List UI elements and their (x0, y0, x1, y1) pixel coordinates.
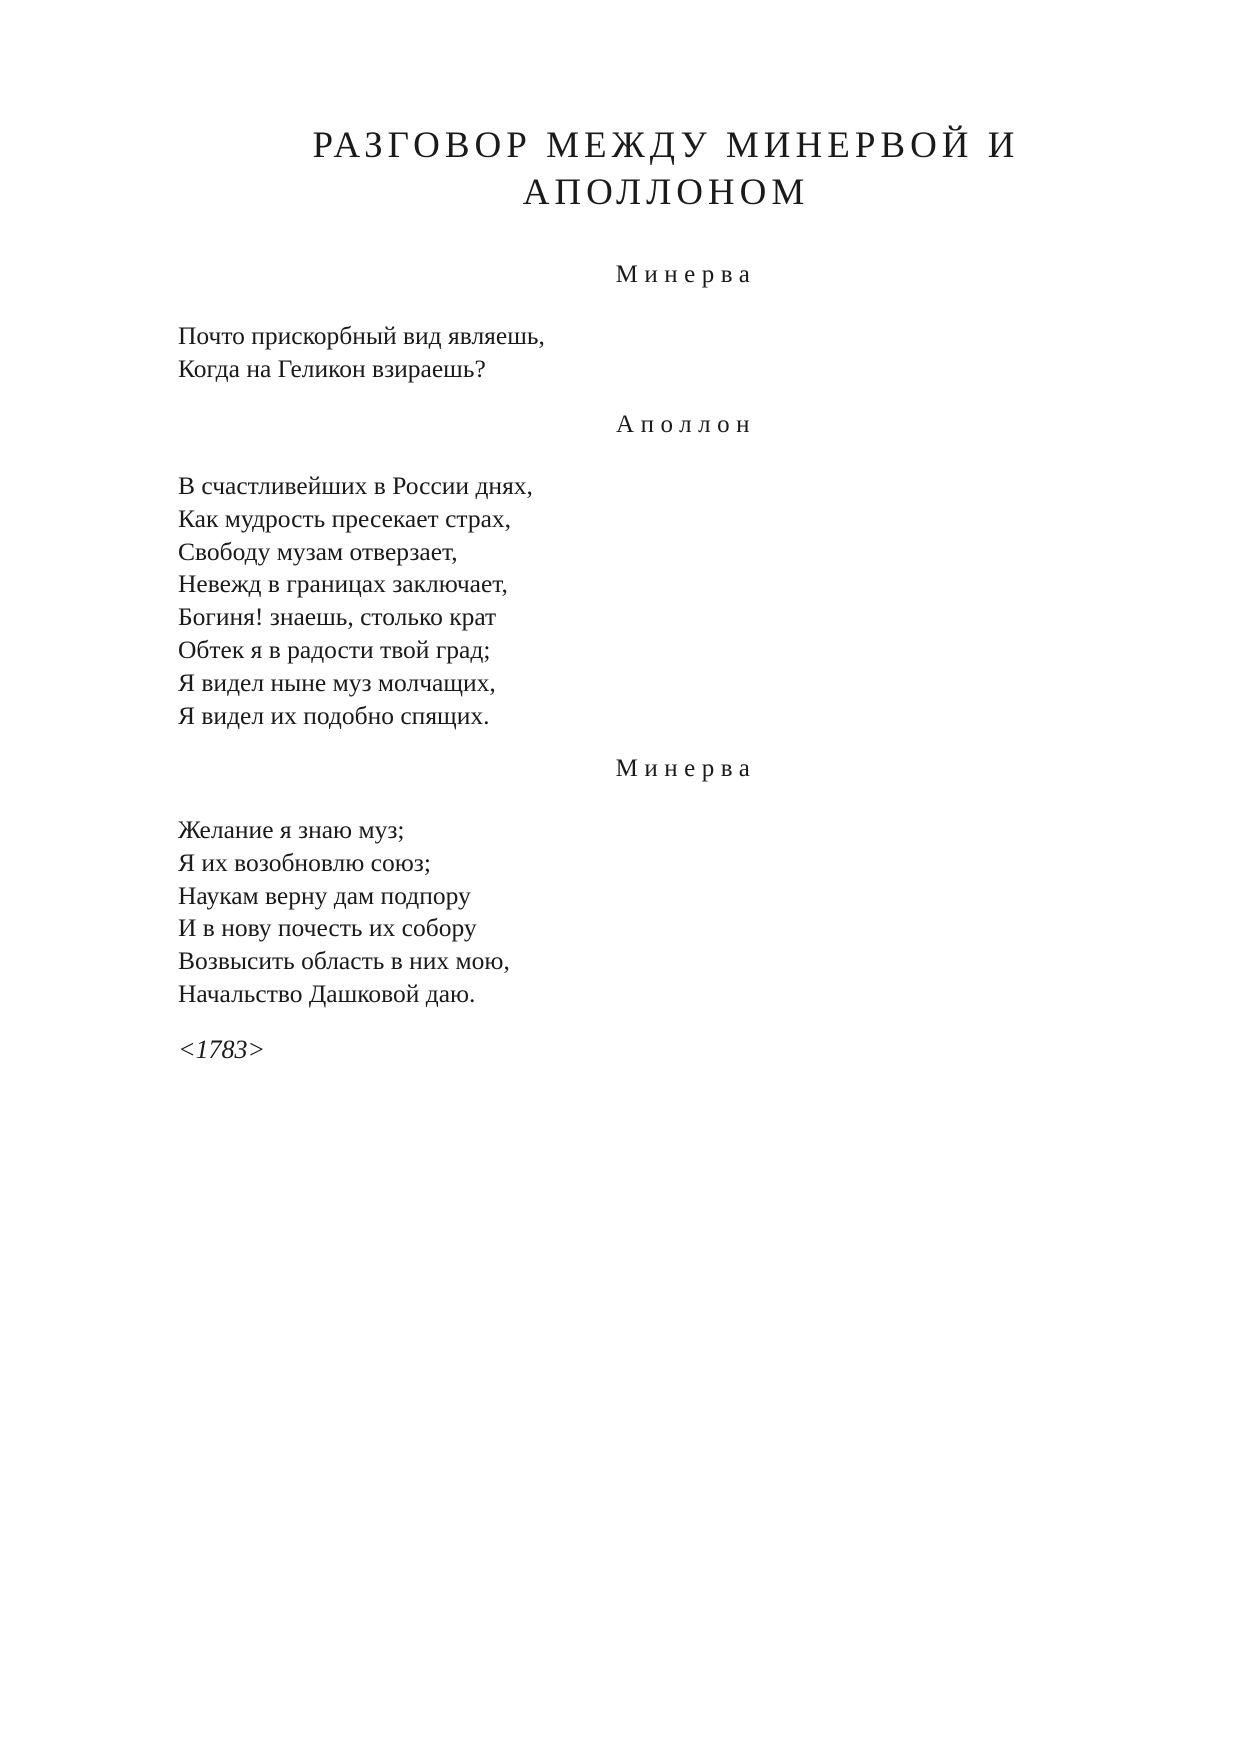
verse-line: Я видел их подобно спящих. (178, 700, 490, 730)
verse-line: Почто прискорбный вид являешь, (178, 321, 545, 350)
stanza (178, 470, 878, 732)
poem-date: <1783> (178, 1035, 266, 1064)
verse-line: Возвысить область в них мою, (178, 946, 510, 976)
verse-line: Обтек я в радости твой град; (178, 634, 491, 664)
stanza (178, 320, 878, 386)
verse-line: Богиня! знаешь, столько крат (178, 602, 497, 632)
verse-line: Свободу музам отверзает, (178, 536, 458, 566)
verse-line: Как мудрость пресекает страх, (178, 503, 512, 533)
verse-line: Начальство Дашковой даю. (178, 978, 476, 1008)
verse-line: В счастливейших в России днях, (178, 471, 533, 500)
verse-line: Наукам верну дам подпору (178, 880, 471, 910)
verse-line: И в нову почесть их собору (178, 913, 477, 943)
speaker-name: Минерва (615, 755, 757, 782)
stanza (178, 814, 878, 1011)
verse-line: Когда на Геликон взираешь? (178, 353, 486, 383)
verse-line: Я их возобновлю союз; (178, 847, 431, 877)
verse-line: Я видел ныне муз молчащих, (178, 667, 496, 697)
speaker-name: Минерва (615, 261, 757, 288)
speaker-name: Аполлон (616, 411, 756, 438)
poem-title: РАЗГОВОР МЕЖДУ МИНЕРВОЙ И АПОЛЛОНОМ (312, 125, 1020, 213)
verse-line: Невежд в границах заключает, (178, 569, 508, 599)
verse-line: Желание я знаю муз; (178, 815, 405, 844)
